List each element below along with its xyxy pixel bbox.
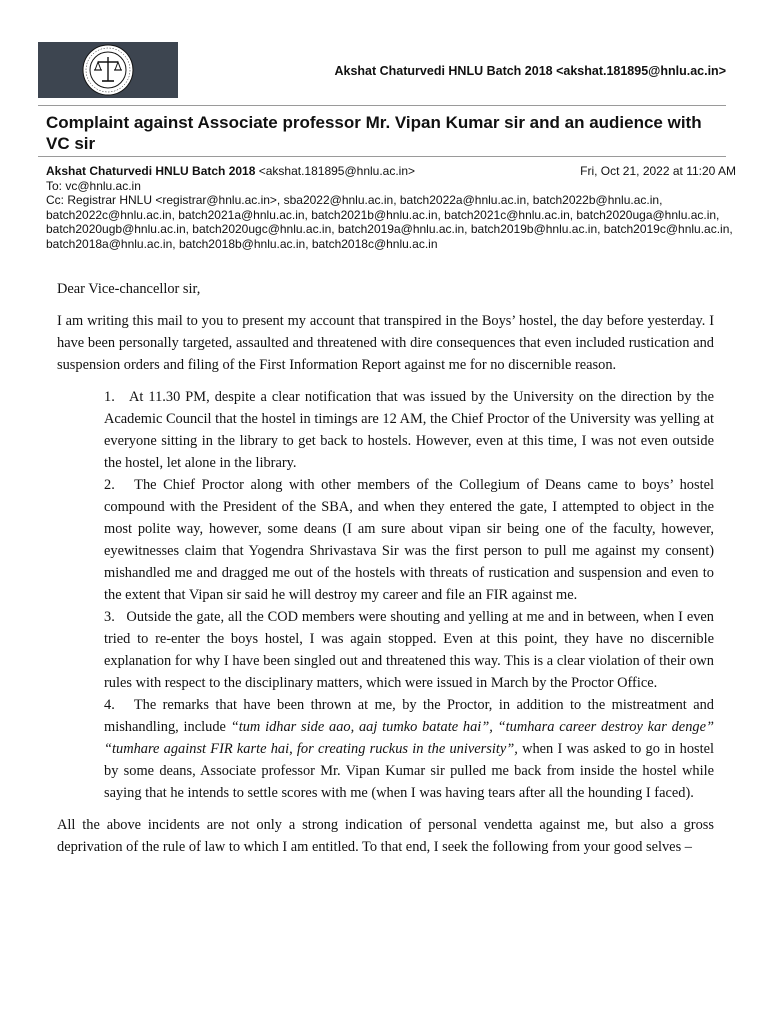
list-item-text: Outside the gate, all the COD members were shouting and yelling at me and in between, when I even tried to re-enter the boys hostel, I was again stopped. Even at this point, they have no discernible explanation for why I have been singled out and threatened this way. This is a clear violation of their own rules with respect to the disciplinary matters, which were issued in March by the Proctor Office. bbox=[104, 609, 715, 691]
header-sender: Akshat Chaturvedi HNLU Batch 2018 <akshat.181895@hnlu.ac.in> bbox=[334, 64, 726, 78]
cc-line[interactable]: Cc: Registrar HNLU <registrar@hnlu.ac.in>, sba2022@hnlu.ac.in, batch2022a@hnlu.ac.in, batch2022b@hnlu.ac.in, batch2022c@hnlu.ac.in, batch2021a@hnlu.ac.in, batch2021b@hnlu.ac.in, batch2021c@hnlu.ac.in, batch2020uga@hnlu.ac.in, batch2020ugb@hnlu.ac.in, batch2020ugc@hnlu.ac.in, batch2019a@hnlu.ac.in, batch2019b@hnlu.ac.in, batch2019c@hnlu.ac.in, batch2018a@hnlu.ac.in, batch2018b@hnlu.ac.in, batch2018c@hnlu.ac.in bbox=[46, 193, 733, 251]
list-item-text: The Chief Proctor along with other members of the Collegium of Deans came to boys’ hostel compound with the President of the SBA, and when they entered the gate, I attempted to object in the most polite way, however, some deans (I am sure about vipan sir being one of the faculty, however, eyewitnesses claim that Yogendra Shrivastava Sir was the first person to pull me against my consent) mishandled me and dragged me out of the hostels with threats of rustication and suspension and even to the extent that Vipan sir said he will destroy my career and file an FIR against me. bbox=[104, 477, 714, 603]
list-item bbox=[57, 474, 714, 606]
list-item-number: 4. bbox=[104, 697, 115, 713]
list-item bbox=[57, 386, 714, 474]
university-seal-icon bbox=[81, 43, 135, 97]
sender-name: Akshat Chaturvedi HNLU Batch 2018 bbox=[46, 164, 256, 178]
intro-paragraph: I am writing this mail to you to present my account that transpired in the Boys’ hostel, the day before yesterday. I have been personally targeted, assaulted and threatened with dire consequences that even included rustication and suspension orders and filing of the First Information Report against me for no discernible reason. bbox=[57, 313, 714, 373]
incident-list bbox=[57, 386, 714, 804]
university-logo bbox=[38, 42, 178, 98]
list-item-number: 3. bbox=[104, 609, 115, 625]
email-date: Fri, Oct 21, 2022 at 11:20 AM bbox=[580, 164, 736, 178]
header-divider bbox=[38, 105, 726, 106]
list-item-text: At 11.30 PM, despite a clear notification that was issued by the University on the direction by the Academic Council that the hostel in timings are 12 AM, the Chief Proctor of the University was yelling at everyone sitting in the library to get back to hostels. However, even at this time, I was not even outside the hostel, let alone in the library. bbox=[104, 389, 714, 471]
quoted-remarks: “tum idhar side aao, aaj tumko batate hai”, “tumhara career destroy kar denge” “tumhare against FIR karte hai, for creating ruckus in the university”, bbox=[104, 719, 714, 757]
list-item bbox=[57, 694, 714, 804]
list-item-text: The remarks that have been thrown at me, by the Proctor, in addition to the mistreatment and mishandling, include bbox=[104, 697, 714, 735]
email-subject: Complaint against Associate professor Mr. Vipan Kumar sir and an audience with VC sir bbox=[46, 113, 702, 153]
closing-paragraph: All the above incidents are not only a strong indication of personal vendetta against me, but also a gross deprivation of the rule of law to which I am entitled. To that end, I seek the following from your good selves – bbox=[57, 817, 714, 855]
list-item-number: 2. bbox=[104, 477, 115, 493]
subject-divider bbox=[38, 156, 726, 157]
to-line[interactable]: To: vc@hnlu.ac.in bbox=[46, 178, 141, 193]
list-item-number: 1. bbox=[104, 389, 115, 405]
from-row bbox=[46, 164, 736, 179]
email-body bbox=[57, 278, 714, 868]
sender-email[interactable]: <akshat.181895@hnlu.ac.in> bbox=[258, 164, 416, 178]
list-item-text-continued: when I was asked to go in hostel by some deans, Associate professor Mr. Vipan Kumar sir pulled me back from inside the hostel while saying that he intends to settle scores with me (when I was having tears after all the hounding I faced). bbox=[104, 741, 714, 801]
email-meta bbox=[46, 164, 736, 251]
salutation: Dear Vice-chancellor sir, bbox=[57, 281, 201, 297]
list-item bbox=[57, 606, 714, 694]
